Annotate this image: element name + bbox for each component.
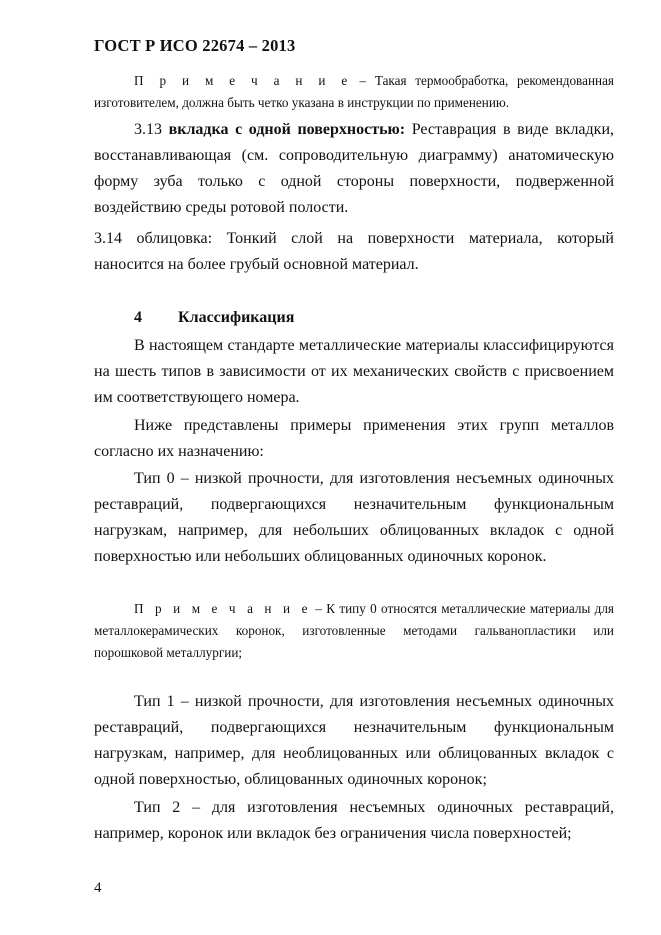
definition-3-13	[94, 117, 614, 221]
definition-3-14-paragraph: 3.14 облицовка: Тонкий слой на поверхности материала, который наносится на более грубый основной материал.	[94, 230, 614, 273]
note-label-2: П р и м е ч а н и е	[134, 601, 312, 616]
document-header: ГОСТ Р ИСО 22674 – 2013	[94, 36, 296, 55]
paragraph-type-0	[94, 466, 614, 570]
paragraph-1-text: В настоящем стандарте металлические материалы классифицируются на шесть типов в зависимости от их механических свойств с присвоением им соответствующего номера.	[94, 337, 614, 406]
paragraph-2-text: Ниже представлены примеры применения этих групп металлов согласно их назначению:	[94, 417, 614, 460]
definition-3-14	[94, 226, 614, 278]
section-title: Классификация	[178, 309, 295, 326]
section-number: 4	[134, 309, 142, 326]
note-block-2	[94, 598, 614, 664]
definition-3-13-text: Реставрация в виде вкладки, восстанавливающая (см. сопроводительную диаграмму) анатомическую форму зуба только с одной стороны поверхности, подверженной воздействию среды ротовой полости.	[94, 121, 614, 216]
paragraph-type-2-text: Тип 2 – для изготовления несъемных одиночных реставраций, например, коронок или вкладок без ограничения числа поверхностей;	[94, 799, 614, 842]
paragraph-1	[94, 333, 614, 411]
page-number: 4	[94, 880, 102, 896]
note-paragraph-1	[94, 70, 614, 114]
note-text-2: – К типу 0 относятся металлические материалы для металлокерамических коронок, изготовленные методами гальванопластики или порошковой металлургии;	[94, 601, 614, 660]
paragraph-type-0-text: Тип 0 – низкой прочности, для изготовления несъемных одиночных реставраций, подвергающихся незначительным функциональным нагрузкам, например, для небольших облицованных вкладок с одной поверхностью или небольших облицованных одиночных коронок.	[94, 470, 614, 565]
definition-3-13-paragraph	[94, 117, 614, 221]
definition-3-13-number: 3.13	[134, 121, 169, 138]
note-paragraph-2	[94, 598, 614, 664]
definition-3-13-term: вкладка с одной поверхностью:	[168, 121, 406, 138]
paragraph-type-2	[94, 795, 614, 847]
note-label-1: П р и м е ч а н и е	[134, 73, 351, 88]
note-block-1	[94, 70, 614, 114]
paragraph-type-1-text: Тип 1 – низкой прочности, для изготовления несъемных одиночных реставраций, подвергающихся незначительным функциональным нагрузкам, например, для необлицованных или облицованных вкладок с одной поверхностью, облицованных одиночных коронок;	[94, 693, 614, 788]
paragraph-type-1	[94, 689, 614, 793]
note-text-1: – Такая термообработка, рекомендованная изготовителем, должна быть четко указана в инструкции по применению.	[94, 73, 614, 110]
paragraph-2	[94, 413, 614, 465]
